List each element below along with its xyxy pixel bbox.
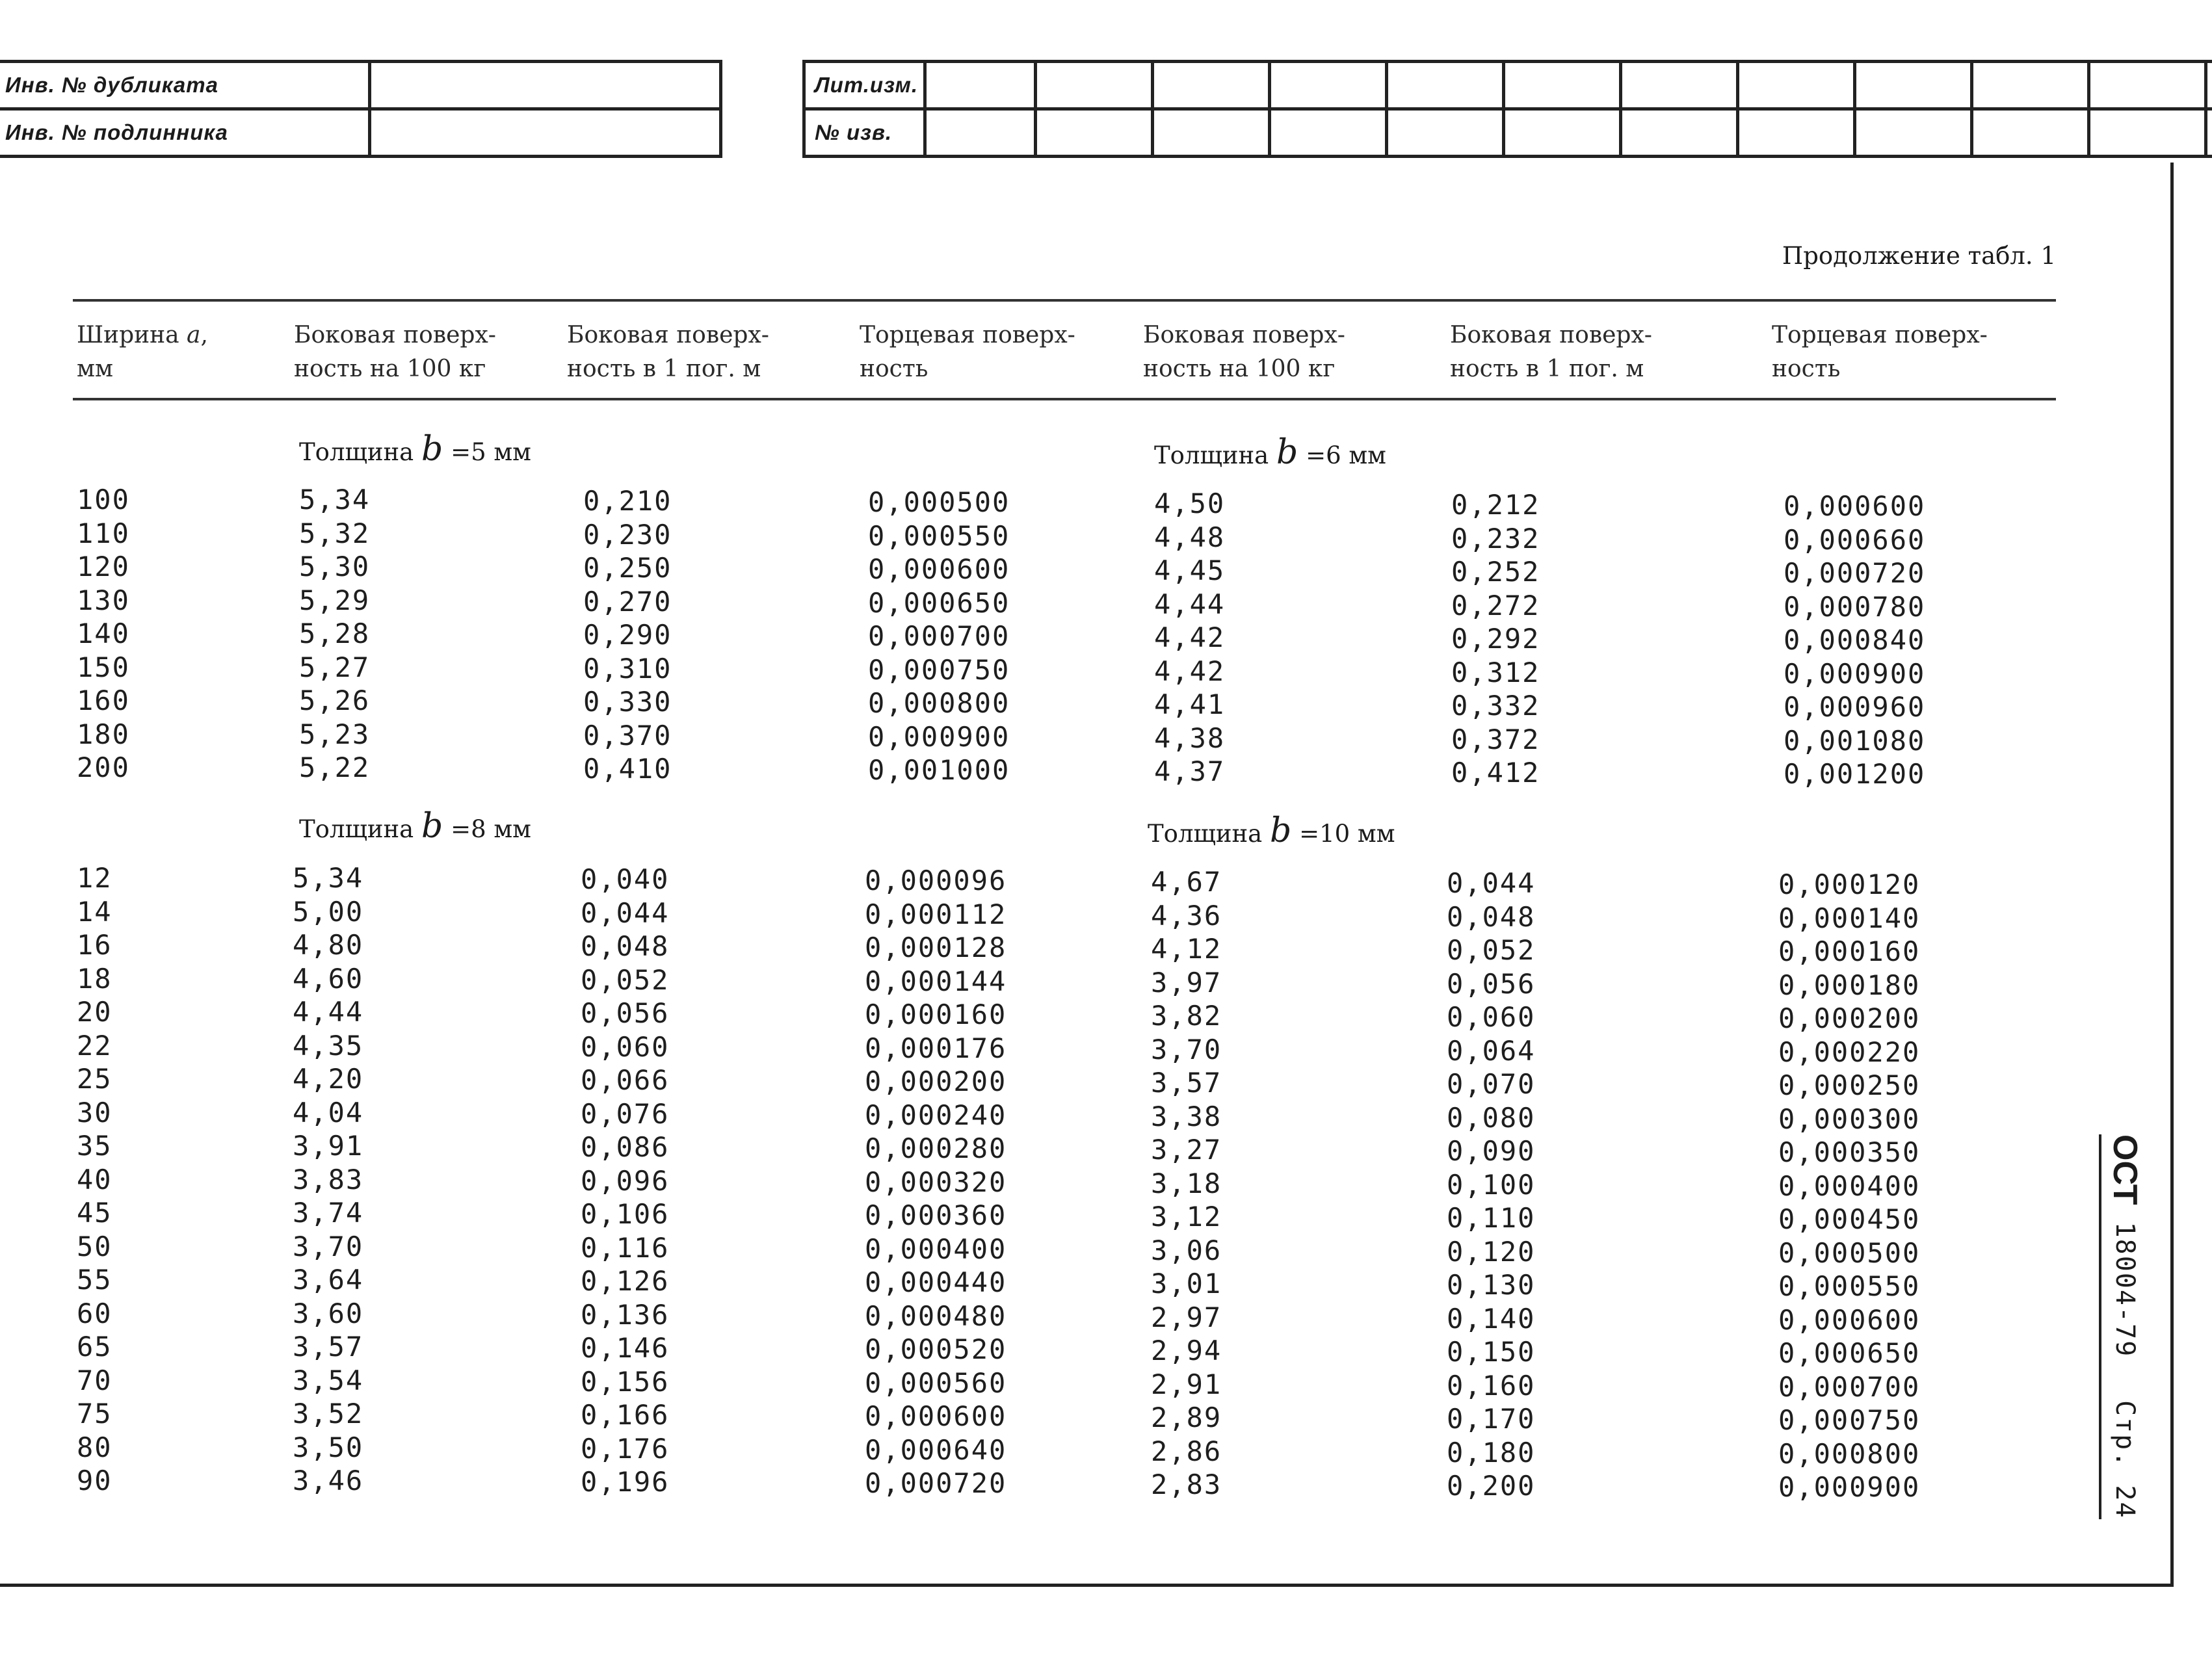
- table-cell: 0,000720: [1784, 557, 1926, 589]
- table-cell: 45: [77, 1197, 112, 1229]
- stamp-cell: [1036, 62, 1153, 109]
- table-cell: 0,212: [1451, 489, 1540, 521]
- table-cell: 0,000600: [868, 553, 1010, 585]
- stamp-right: [802, 60, 2212, 158]
- table-cell: 35: [77, 1130, 112, 1162]
- symbol-b: b: [421, 430, 443, 469]
- table-cell: 0,156: [581, 1365, 670, 1398]
- table-cell: 5,34: [299, 484, 371, 516]
- stamp-label-duplicate: Инв. № дубликата: [0, 62, 369, 109]
- table-cell: 0,000560: [865, 1366, 1007, 1399]
- table-cell: 22: [77, 1029, 112, 1062]
- table-cell: 0,312: [1451, 656, 1540, 688]
- table-cell: 4,04: [293, 1096, 364, 1129]
- table-cell: 5,26: [299, 685, 371, 716]
- table-cell: 0,000640: [865, 1433, 1007, 1466]
- document-side-mark: [2099, 1134, 2144, 1519]
- table-cell: 4,44: [1154, 588, 1226, 620]
- table-cell: 0,000900: [1778, 1471, 1921, 1503]
- table-cell: 0,232: [1451, 522, 1540, 555]
- table-cell: 2,86: [1151, 1435, 1222, 1467]
- table-cell: 5,32: [299, 517, 371, 549]
- table-cell: 2,97: [1151, 1301, 1222, 1333]
- stamp-value-original: [369, 109, 720, 157]
- table-cell: 0,160: [1447, 1369, 1536, 1402]
- table-cell: 0,001000: [868, 754, 1010, 786]
- frame-right-border: [2170, 163, 2174, 1586]
- table-cell: 0,106: [581, 1198, 670, 1230]
- table-cell: 0,176: [581, 1432, 670, 1465]
- symbol-b: b: [1276, 433, 1298, 472]
- table-cell: 0,110: [1447, 1202, 1536, 1234]
- table-cell: 0,000250: [1778, 1069, 1921, 1101]
- table-cell: 0,000700: [1778, 1370, 1921, 1403]
- table-cell: 0,000660: [1784, 523, 1926, 556]
- table-cell: 70: [77, 1364, 112, 1396]
- table-cell: 3,57: [1151, 1067, 1222, 1099]
- table-cell: 0,000180: [1778, 969, 1921, 1001]
- table-cell: 0,090: [1447, 1135, 1536, 1167]
- table-cell: 0,000750: [1778, 1404, 1921, 1436]
- table-cell: 0,001080: [1784, 724, 1926, 757]
- table-cell: 5,29: [299, 584, 371, 616]
- table-cell: 110: [77, 517, 130, 549]
- table-cell: 0,000140: [1778, 902, 1921, 934]
- symbol-a: a: [187, 322, 201, 348]
- table-cell: 5,27: [299, 651, 371, 683]
- table-cell: 60: [77, 1297, 112, 1329]
- table-cell: 0,196: [581, 1466, 670, 1498]
- table-cell: 0,000900: [1784, 657, 1926, 690]
- table-cell: 0,052: [1447, 934, 1536, 966]
- table-cell: 0,000780: [1784, 590, 1926, 623]
- table-cell: 0,000240: [865, 1099, 1007, 1131]
- table-cell: 0,000360: [865, 1199, 1007, 1231]
- table-cell: 140: [77, 618, 130, 649]
- table-cell: 0,000550: [1778, 1270, 1921, 1302]
- stamp-cell: [1855, 62, 1972, 109]
- table-cell: 0,116: [581, 1231, 670, 1264]
- table-cell: 0,250: [583, 552, 672, 584]
- stamp-cell: [1738, 109, 1855, 157]
- table-cell: 0,000600: [1784, 490, 1926, 522]
- table-cell: 0,000320: [865, 1166, 1007, 1198]
- table-cell: 4,42: [1154, 655, 1226, 687]
- standard-number: 18004-79: [2110, 1221, 2140, 1358]
- column-c2-s2: [581, 863, 669, 1499]
- stamp-cell: [1504, 62, 1621, 109]
- table-cell: 25: [77, 1063, 112, 1095]
- table-cell: 0,000160: [1778, 935, 1921, 967]
- table-cell: 4,41: [1154, 688, 1226, 720]
- table-cell: 0,170: [1447, 1403, 1536, 1435]
- table-cell: 90: [77, 1465, 112, 1496]
- table-cell: 3,18: [1151, 1167, 1222, 1199]
- table-cell: 3,52: [293, 1398, 364, 1430]
- stamp-cell: [1972, 62, 2089, 109]
- table-cell: 18: [77, 962, 112, 995]
- table-cell: 80: [77, 1431, 112, 1463]
- stamp-left: [0, 60, 722, 158]
- table-cell: 0,000500: [868, 486, 1010, 518]
- table-cell: 0,056: [581, 997, 670, 1029]
- table-cell: 0,060: [581, 1030, 670, 1063]
- table-cell: 0,076: [581, 1097, 670, 1130]
- table-cell: 150: [77, 651, 130, 683]
- table-cell: 0,080: [1447, 1101, 1536, 1134]
- table-cell: 0,000120: [1778, 869, 1921, 900]
- column-c1-s1: [299, 483, 370, 785]
- table-cell: 3,01: [1151, 1268, 1222, 1300]
- table-cell: 0,000600: [1778, 1303, 1921, 1336]
- stamp-cell: [1621, 109, 1738, 157]
- table-cell: 130: [77, 584, 130, 616]
- table-cell: 0,044: [581, 896, 670, 929]
- table-cell: 4,48: [1154, 521, 1226, 553]
- table-cell: 0,000400: [1778, 1169, 1921, 1202]
- header-side-per-100kg-2: Боковая поверх- ность на 100 кг: [1143, 322, 1345, 382]
- table-cell: 0,000220: [1778, 1036, 1921, 1068]
- table-cell: 0,130: [1447, 1269, 1536, 1301]
- stamp-cell: [2206, 109, 2212, 157]
- stamp-label-notice: № изв.: [804, 109, 925, 157]
- stamp-cell: [1387, 109, 1504, 157]
- table-cell: 0,000176: [865, 1032, 1007, 1064]
- table-cell: 0,000520: [865, 1333, 1007, 1365]
- table-cell: 0,270: [583, 585, 672, 618]
- section-title-6mm: Толщина b =6 мм: [1154, 433, 1386, 472]
- header-side-per-meter: Боковая поверх- ность в 1 пог. м: [567, 322, 769, 382]
- table-cell: 0,140: [1447, 1302, 1536, 1335]
- table-cell: 0,000650: [868, 586, 1010, 619]
- table-cell: 4,37: [1154, 755, 1226, 787]
- table-cell: 0,000500: [1778, 1236, 1921, 1269]
- table-cell: 20: [77, 996, 112, 1028]
- table-cell: 0,040: [581, 863, 670, 895]
- header-top-rule: [73, 299, 2056, 302]
- table-cell: 0,370: [583, 719, 672, 751]
- table-cell: 0,060: [1447, 1001, 1536, 1033]
- table-cell: 3,50: [293, 1431, 364, 1463]
- header-width-line2: мм: [77, 356, 114, 382]
- table-cell: 0,000800: [1778, 1437, 1921, 1470]
- table-cell: 4,44: [293, 996, 364, 1028]
- table-cell: 0,000200: [865, 1065, 1007, 1097]
- table-cell: 3,12: [1151, 1201, 1222, 1233]
- table-cell: 0,000160: [865, 999, 1007, 1030]
- table-cell: 55: [77, 1264, 112, 1296]
- stamp-value-duplicate: [369, 62, 720, 109]
- table-cell: 0,372: [1451, 723, 1540, 755]
- table-cell: 14: [77, 895, 112, 928]
- table-cell: 3,54: [293, 1364, 364, 1396]
- table-cell: 16: [77, 929, 112, 961]
- table-cell: 0,000300: [1778, 1103, 1921, 1135]
- table-cell: 0,096: [581, 1164, 670, 1197]
- table-cell: 0,066: [581, 1064, 670, 1096]
- table-cell: 0,056: [1447, 967, 1536, 1000]
- symbol-b: b: [421, 807, 443, 846]
- column-c3-s1: [868, 486, 1010, 787]
- section-title-8mm: Толщина b =8 мм: [299, 807, 531, 846]
- table-cell: 3,70: [293, 1230, 364, 1262]
- table-cell: 0,100: [1447, 1168, 1536, 1201]
- stamp-cell: [1036, 109, 1153, 157]
- stamp-cell: [2089, 62, 2206, 109]
- table-cell: 180: [77, 718, 130, 750]
- stamp-cell: [2089, 109, 2206, 157]
- stamp-cell: [1387, 62, 1504, 109]
- table-cell: 3,27: [1151, 1134, 1222, 1166]
- column-c1-s2: [293, 861, 363, 1498]
- table-cell: 4,38: [1154, 722, 1226, 754]
- table-cell: 0,000440: [865, 1266, 1007, 1298]
- table-cell: 0,000720: [865, 1467, 1007, 1499]
- header-end-surface: Торцевая поверх- ность: [860, 322, 1075, 382]
- table-cell: 0,000350: [1778, 1136, 1921, 1168]
- table-cell: 0,000650: [1778, 1337, 1921, 1369]
- table-cell: 3,64: [293, 1264, 364, 1296]
- table-cell: 5,28: [299, 618, 371, 649]
- table-cell: 0,000700: [868, 620, 1010, 652]
- table-cell: 0,000200: [1778, 1002, 1921, 1034]
- table-cell: 0,048: [1447, 900, 1536, 933]
- table-cell: 30: [77, 1096, 112, 1129]
- table-cell: 0,000112: [865, 898, 1007, 930]
- table-cell: 3,70: [1151, 1033, 1222, 1065]
- table-cell: 50: [77, 1230, 112, 1262]
- column-c5-s1: [1451, 488, 1540, 790]
- table-cell: 4,67: [1151, 866, 1222, 898]
- table-cell: 5,34: [293, 862, 364, 894]
- column-c4-s1: [1154, 487, 1225, 789]
- table-cell: 2,83: [1151, 1469, 1222, 1500]
- stamp-cell: [1504, 109, 1621, 157]
- table-cell: 0,120: [1447, 1235, 1536, 1268]
- table-cell: 0,150: [1447, 1336, 1536, 1368]
- table-cell: 5,22: [299, 751, 371, 783]
- table-cell: 5,30: [299, 551, 371, 582]
- table-continuation-caption: Продолжение табл. 1: [1782, 242, 2056, 270]
- table-cell: 4,12: [1151, 933, 1222, 965]
- table-cell: 0,000128: [865, 932, 1007, 963]
- table-cell: 0,146: [581, 1332, 670, 1364]
- symbol-b: b: [1270, 811, 1292, 850]
- table-cell: 2,94: [1151, 1335, 1222, 1366]
- table-cell: 4,36: [1151, 899, 1222, 932]
- table-cell: 0,064: [1447, 1034, 1536, 1067]
- column-width-s2: [77, 861, 112, 1498]
- table-cell: 3,97: [1151, 966, 1222, 999]
- stamp-cell: [2206, 62, 2212, 109]
- page-number: Стр. 24: [2110, 1400, 2140, 1519]
- table-cell: 0,048: [581, 930, 670, 962]
- table-cell: 3,60: [293, 1297, 364, 1329]
- table-cell: 4,42: [1154, 621, 1226, 653]
- column-width-s1: [77, 483, 130, 785]
- table-cell: 0,000400: [865, 1233, 1007, 1265]
- header-side-per-100kg: Боковая поверх- ность на 100 кг: [294, 322, 496, 382]
- table-cell: 0,136: [581, 1298, 670, 1331]
- table-cell: 4,45: [1154, 555, 1226, 586]
- table-cell: 4,60: [293, 962, 364, 995]
- stamp-cell: [1738, 62, 1855, 109]
- table-cell: 0,332: [1451, 690, 1540, 722]
- stamp-cell: [925, 109, 1036, 157]
- table-cell: 0,290: [583, 619, 672, 651]
- table-cell: 0,330: [583, 686, 672, 718]
- table-cell: 65: [77, 1331, 112, 1363]
- table-cell: 4,80: [293, 929, 364, 961]
- table-cell: 4,20: [293, 1063, 364, 1095]
- column-c6-s1: [1784, 490, 1925, 791]
- table-cell: 100: [77, 484, 130, 516]
- table-cell: 0,252: [1451, 556, 1540, 588]
- stamp-row-duplicate: [0, 62, 720, 109]
- column-c5-s2: [1447, 867, 1535, 1503]
- ost-label: ОСТ: [2106, 1134, 2144, 1205]
- table-cell: 3,91: [293, 1130, 364, 1162]
- header-side-per-meter-2: Боковая поверх- ность в 1 пог. м: [1450, 322, 1652, 382]
- stamp-label-lit: Лит.изм.: [804, 62, 925, 109]
- table-cell: 75: [77, 1398, 112, 1430]
- table-cell: 0,070: [1447, 1068, 1536, 1100]
- table-cell: 5,23: [299, 718, 371, 750]
- table-cell: 0,052: [581, 963, 670, 996]
- frame-bottom-border: [0, 1584, 2174, 1587]
- section-title-10mm: Толщина b =10 мм: [1148, 811, 1395, 850]
- table-cell: 0,001200: [1784, 758, 1926, 790]
- header-width: [77, 319, 208, 386]
- table-cell: 0,000960: [1784, 691, 1926, 723]
- table-cell: 3,82: [1151, 1000, 1222, 1032]
- table-cell: 3,06: [1151, 1234, 1222, 1266]
- stamp-cell: [1153, 62, 1270, 109]
- table-cell: 0,180: [1447, 1436, 1536, 1469]
- stamp-cell: [925, 62, 1036, 109]
- stamp-cell: [1972, 109, 2089, 157]
- stamp-cell: [1855, 109, 1972, 157]
- table-cell: 0,000600: [865, 1400, 1007, 1432]
- table-cell: 12: [77, 862, 112, 894]
- table-cell: 4,50: [1154, 488, 1226, 519]
- table-cell: 0,000750: [868, 653, 1010, 686]
- table-cell: 0,000280: [865, 1132, 1007, 1164]
- table-cell: 0,000840: [1784, 624, 1926, 656]
- table-cell: 0,000480: [865, 1300, 1007, 1332]
- table-cell: 0,230: [583, 518, 672, 551]
- table-cell: 3,57: [293, 1331, 364, 1363]
- column-c6-s2: [1778, 868, 1920, 1504]
- table-cell: 200: [77, 751, 130, 783]
- table-cell: 4,35: [293, 1029, 364, 1062]
- stamp-cell: [1621, 62, 1738, 109]
- header-end-surface-2: Торцевая поверх- ность: [1772, 322, 1988, 382]
- table-cell: 0,126: [581, 1265, 670, 1297]
- table-cell: 3,46: [293, 1465, 364, 1496]
- table-cell: 0,200: [1447, 1470, 1536, 1502]
- table-cell: 40: [77, 1163, 112, 1195]
- table-cell: 0,166: [581, 1399, 670, 1431]
- stamp-cell: [1153, 109, 1270, 157]
- table-cell: 2,91: [1151, 1368, 1222, 1400]
- table-cell: 0,000144: [865, 965, 1007, 997]
- section-title-5mm: Толщина b =5 мм: [299, 430, 531, 469]
- table-cell: 3,74: [293, 1197, 364, 1229]
- table-cell: 0,000550: [868, 519, 1010, 552]
- stamp-row-original: [0, 109, 720, 157]
- table-cell: 0,000096: [865, 865, 1007, 896]
- table-cell: 0,000450: [1778, 1203, 1921, 1235]
- stamp-cell: [1270, 109, 1387, 157]
- table-cell: 120: [77, 551, 130, 582]
- table-cell: 0,310: [583, 652, 672, 685]
- table-cell: 0,086: [581, 1131, 670, 1163]
- table-cell: 0,272: [1451, 589, 1540, 621]
- table-cell: 0,000800: [868, 687, 1010, 719]
- table-cell: 3,38: [1151, 1100, 1222, 1132]
- stamp-label-original: Инв. № подлинника: [0, 109, 369, 157]
- table-cell: 0,210: [583, 485, 672, 517]
- column-c3-s2: [865, 864, 1007, 1500]
- table-cell: 3,83: [293, 1163, 364, 1195]
- table-cell: 160: [77, 685, 130, 716]
- header-bottom-rule: [73, 398, 2056, 400]
- stamp-row-notice: [804, 109, 2212, 157]
- column-c2-s1: [583, 484, 672, 786]
- stamp-row-lit: [804, 62, 2212, 109]
- table-cell: 0,292: [1451, 623, 1540, 655]
- table-cell: 0,410: [583, 753, 672, 785]
- column-c4-s2: [1151, 865, 1222, 1502]
- table-cell: 0,412: [1451, 757, 1540, 789]
- header-width-line1: Ширина a,: [77, 322, 208, 348]
- table-cell: 0,044: [1447, 867, 1536, 899]
- table-cell: 5,00: [293, 895, 364, 928]
- stamp-cell: [1270, 62, 1387, 109]
- table-cell: 0,000900: [868, 720, 1010, 753]
- table-cell: 2,89: [1151, 1402, 1222, 1433]
